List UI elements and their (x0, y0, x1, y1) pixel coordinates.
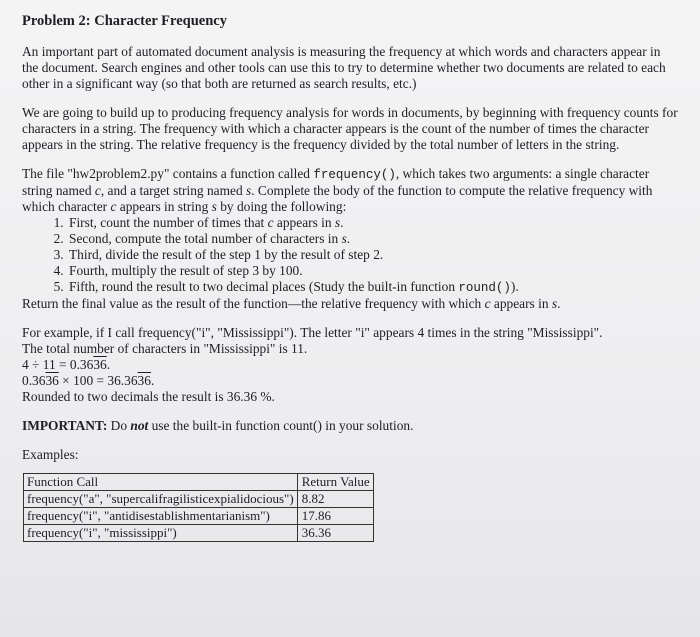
frequency-function-code: frequency() (313, 168, 396, 182)
table-header: Return Value (297, 474, 373, 491)
examples-table (23, 473, 374, 542)
table-header-row (24, 474, 374, 491)
steps-list (22, 215, 680, 296)
file-paragraph: The file "hw2problem2.py" contains a function called frequency(), which takes two arguments: a single character string named c, and a target string named s. Complete the body of the function to compute the relative frequency with which character c appears in string s by doing the following: (22, 166, 653, 214)
return-paragraph: Return the final value as the result of the function—the relative frequency with which c appears in s. (22, 296, 561, 311)
list-item: 2. Second, compute the total number of characters in s. (67, 231, 680, 247)
example-line-3: 4 ÷ 11 = 0.3636. (22, 357, 111, 372)
table-cell: frequency("a", "supercalifragilisticexpialidocious") (24, 491, 298, 508)
table-cell: frequency("i", "antidisestablishmentarianism") (24, 508, 298, 525)
table-row (24, 491, 374, 508)
table-row (24, 508, 374, 525)
example-line-2: The total number of characters in "Mississippi" is 11. (22, 341, 308, 356)
example-block (22, 325, 680, 405)
round-function-code: round() (458, 281, 511, 295)
table-header: Function Call (24, 474, 298, 491)
table-cell: 36.36 (297, 525, 373, 542)
example-line-5: Rounded to two decimals the result is 36.36 %. (22, 389, 275, 404)
list-item: 5. Fifth, round the result to two decimal places (Study the built-in function round()). (67, 279, 680, 296)
table-cell: frequency("i", "mississippi") (24, 525, 298, 542)
table-row (24, 525, 374, 542)
list-item: 4. Fourth, multiply the result of step 3 by 100. (67, 263, 680, 279)
list-item: 3. Third, divide the result of the step 1 by the result of step 2. (67, 247, 680, 263)
examples-label: Examples: (22, 447, 79, 462)
table-cell: 8.82 (297, 491, 373, 508)
important-note: IMPORTANT: Do not use the built-in function count() in your solution. (22, 418, 414, 433)
problem-title: Problem 2: Character Frequency (22, 13, 227, 29)
intro-paragraph: An important part of automated document analysis is measuring the frequency at which words and characters appear in the document. Search engines and other tools can use this to try to determine whether two documents are related to each other in a significant way (so that both are returned as search results, etc.) (22, 44, 666, 91)
example-line-1: For example, if I call frequency("i", "Mississippi"). The letter "i" appears 4 times in the string "Mississippi". (22, 325, 603, 340)
list-item: 1. First, count the number of times that c appears in s. (67, 215, 680, 231)
table-cell: 17.86 (297, 508, 373, 525)
approach-paragraph: We are going to build up to producing frequency analysis for words in documents, by beginning with frequency counts for characters in a string. The frequency with which a character appears is the count of the number of times the character appears in the string. The relative frequency is the frequency divided by the total number of letters in the string. (22, 105, 678, 152)
example-line-4: 0.3636 × 100 = 36.3636. (22, 373, 155, 388)
